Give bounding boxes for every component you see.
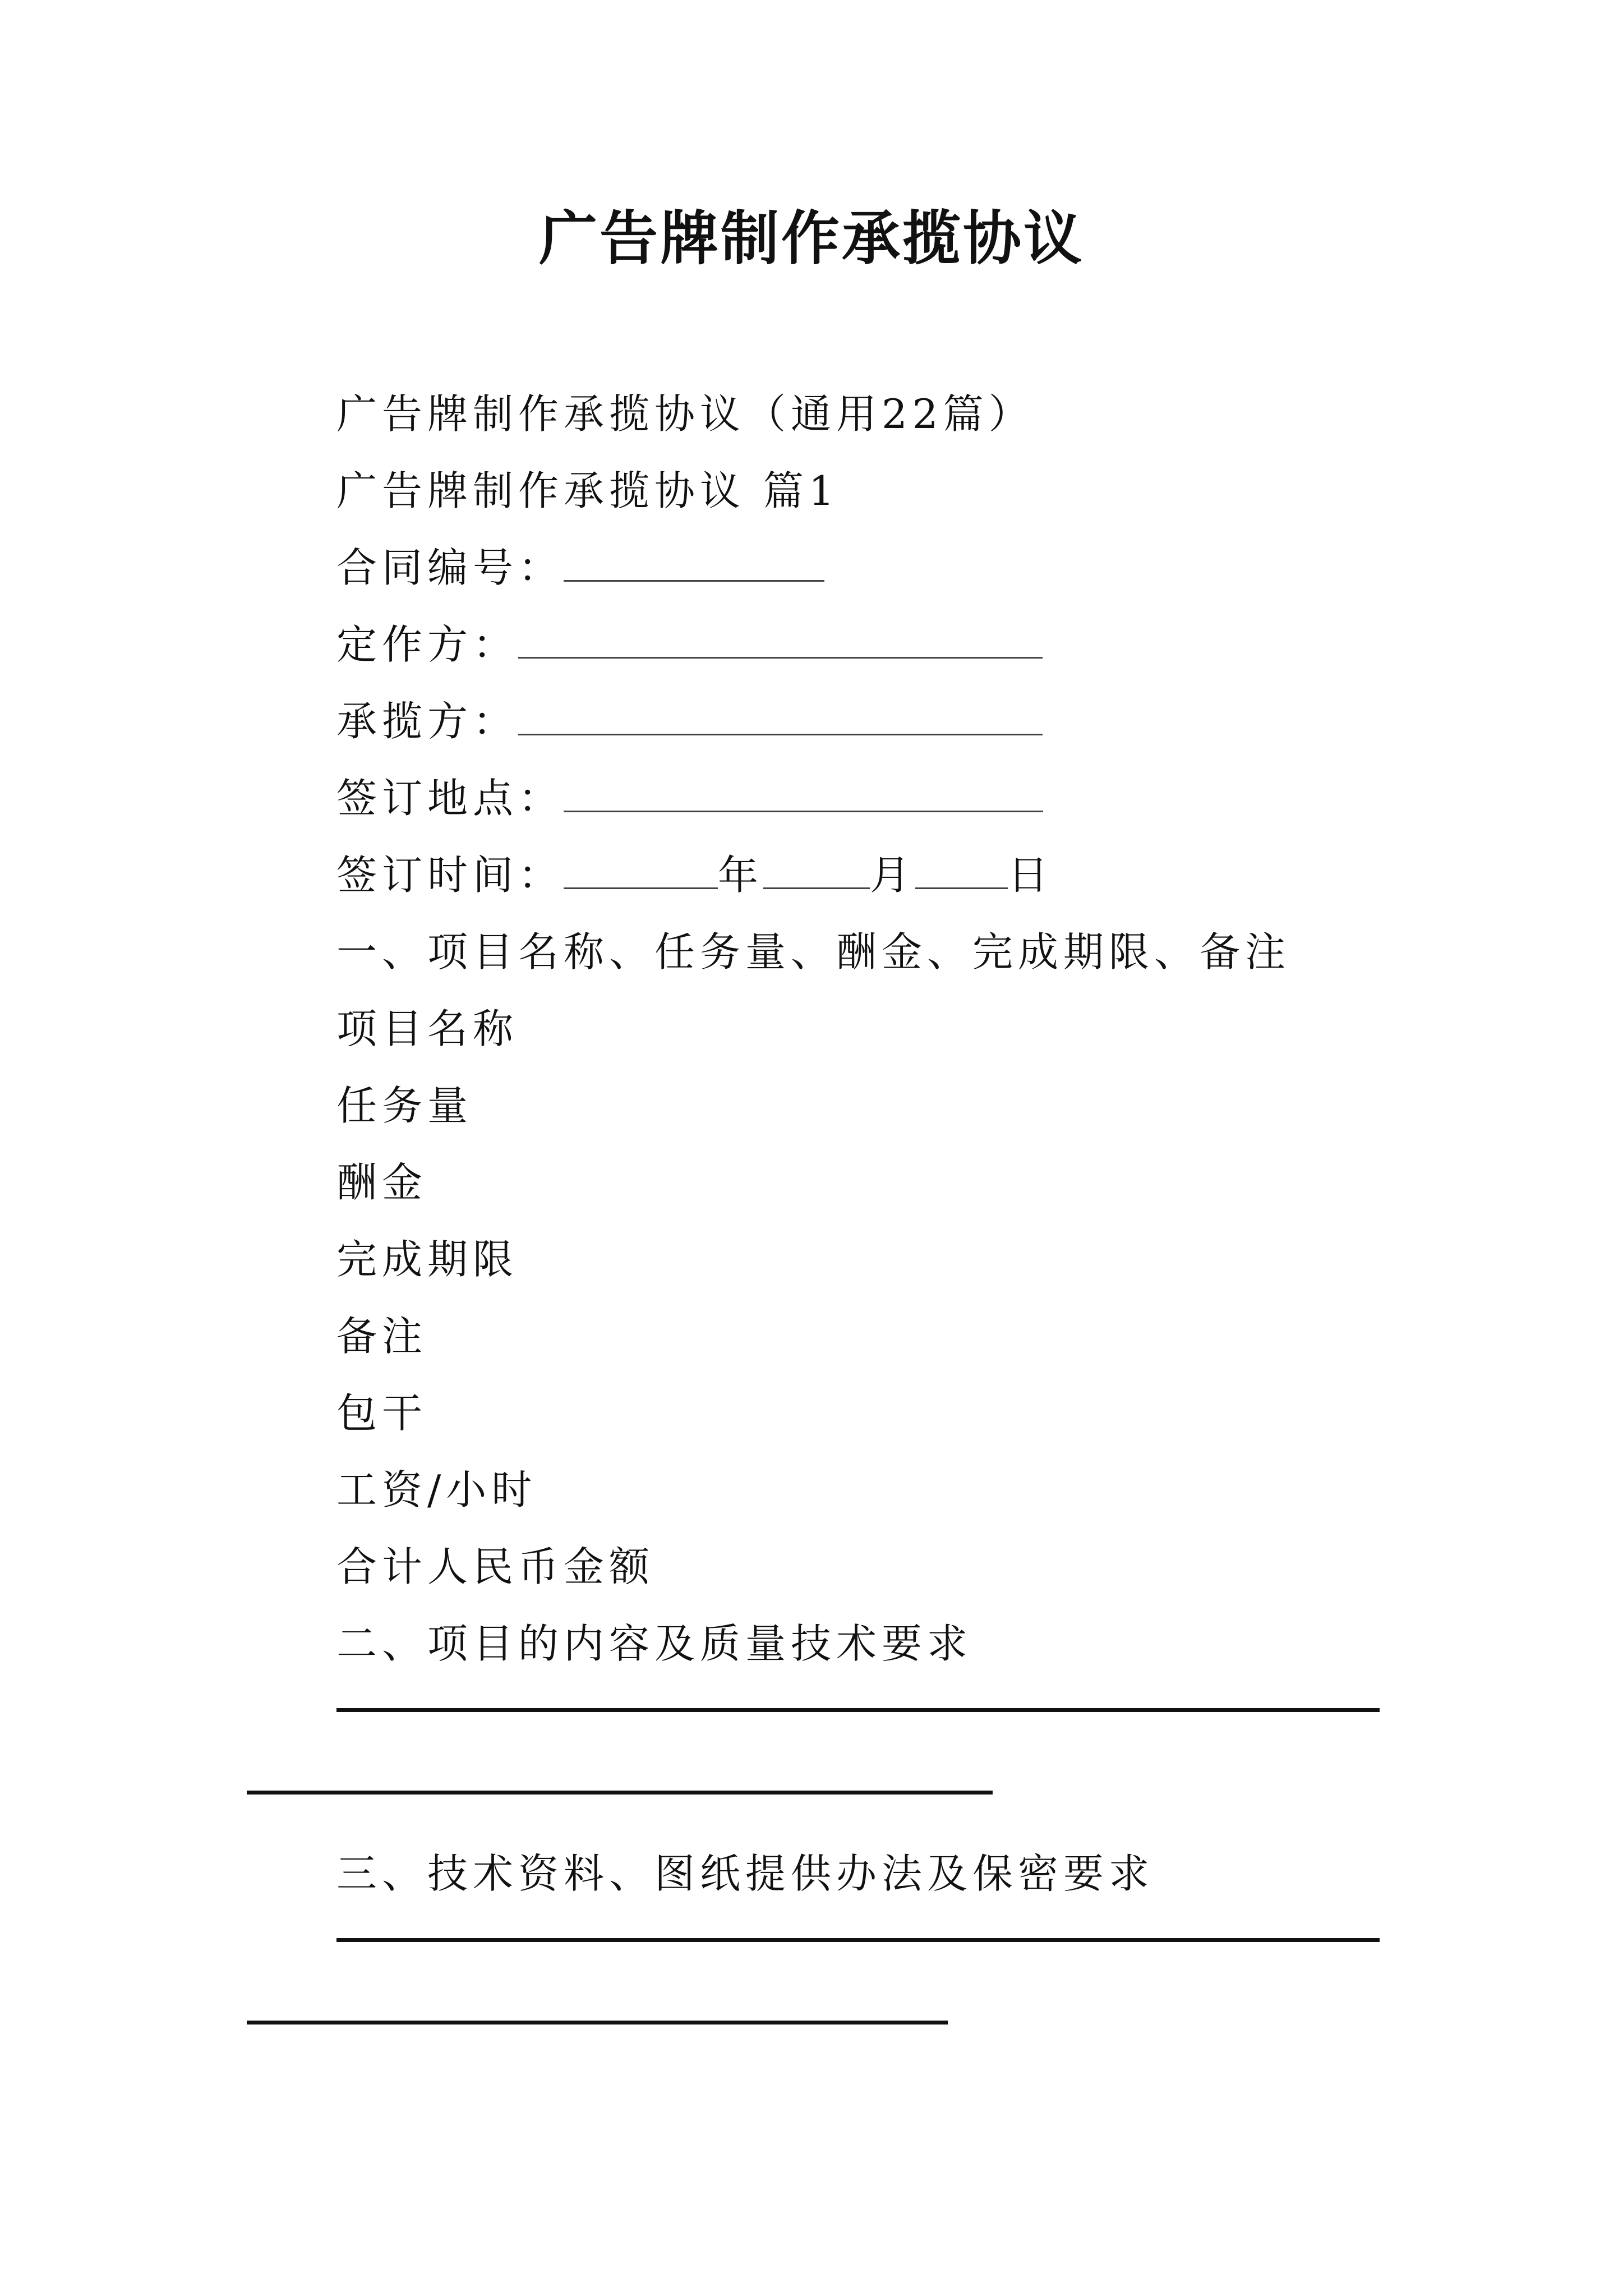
section-2-answer-line [336,1708,1380,1712]
section-3-heading: 三、技术资料、图纸提供办法及保密要求 [336,1850,1155,1897]
year-label: 年 [718,852,764,899]
document-subtitle: 广告牌制作承揽协议（通用22篇） [336,390,1034,438]
day-label: 日 [1008,852,1054,899]
contractor-blank [518,701,1043,735]
contract-number-row [336,540,824,596]
section-1-item: 酬金 [336,1159,428,1206]
section-1-item: 完成期限 [336,1236,519,1283]
month-blank [763,855,870,889]
section-2-heading: 二、项目的内容及质量技术要求 [336,1620,973,1667]
section-1-item: 工资/小时 [336,1466,537,1513]
document-title: 广告牌制作承揽协议 [538,204,1084,273]
sign-place-label: 签订地点： [336,775,564,822]
sign-place-blank [564,778,1043,812]
orderer-blank [518,624,1043,659]
contractor-label: 承揽方： [336,698,519,745]
section-1-item: 任务量 [336,1082,473,1129]
section-1-heading: 一、项目名称、任务量、酬金、完成期限、备注 [336,928,1291,976]
sign-place-row [336,770,1043,826]
orderer-label: 定作方： [336,621,519,668]
section-1-item: 包干 [336,1389,428,1437]
contractor-row [336,693,1043,749]
sign-time-row [336,847,1053,903]
contract-number-label: 合同编号： [336,544,564,591]
orderer-row [336,616,1043,673]
month-label: 月 [870,852,916,899]
section-1-item: 合计人民币金额 [336,1543,655,1590]
day-blank [915,855,1008,889]
section-1-item: 备注 [336,1313,428,1360]
section-1-item: 项目名称 [336,1005,519,1052]
year-blank [564,855,718,889]
section-3-answer-line [247,2021,948,2024]
section-2-answer-line [247,1791,993,1795]
part-heading: 广告牌制作承揽协议 篇1 [336,467,840,514]
section-3-answer-line [336,1938,1380,1942]
sign-time-label: 签订时间： [336,852,564,899]
contract-number-blank [564,547,824,582]
